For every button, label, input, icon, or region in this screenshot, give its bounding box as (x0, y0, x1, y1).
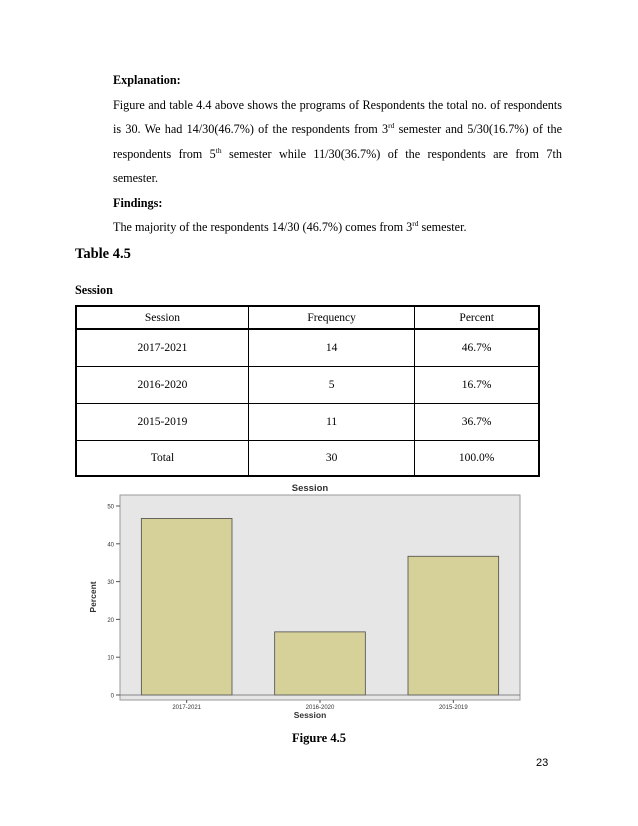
table-cell: 30 (248, 441, 414, 477)
findings-heading: Findings: (113, 195, 163, 210)
table-header-row (76, 306, 539, 329)
table-cell: 2017-2021 (76, 329, 248, 367)
figure-caption: Figure 4.5 (292, 731, 346, 745)
x-tick-label: 2016-2020 (305, 705, 335, 711)
column-header: Session (76, 306, 248, 329)
session-table (75, 305, 540, 477)
ordinal-sup: rd (412, 218, 419, 228)
column-header: Percent (415, 306, 539, 329)
explanation-text-2: semester and 5/30(16.7%) of the respondents from 5 (113, 122, 563, 161)
table-cell: 14 (248, 329, 414, 367)
table-title: Table 4.5 (75, 246, 131, 262)
explanation-text-3: semester while 11/30(36.7%) of the respondents are from 7th semester. (113, 146, 562, 185)
ordinal-sup: rd (388, 120, 395, 130)
table-cell: 11 (248, 404, 414, 441)
y-tick-label: 30 (107, 580, 114, 587)
table-row-total (76, 441, 539, 477)
explanation-heading: Explanation: (113, 73, 181, 87)
findings-paragraph (113, 215, 562, 240)
table-cell: 16.7% (415, 367, 539, 404)
table-cell: 2016-2020 (76, 367, 248, 404)
table-cell: 46.7% (415, 329, 539, 367)
ordinal-sup: th (215, 145, 222, 155)
bar (275, 632, 366, 695)
table-row (76, 367, 539, 404)
bar (141, 518, 232, 695)
findings-text-2: semester. (418, 220, 467, 234)
chart-title: Session (291, 483, 329, 494)
x-tick-label: 2017-2021 (172, 705, 202, 711)
bar (408, 556, 499, 695)
x-tick-label: 2015-2019 (438, 705, 468, 711)
x-axis-label: Session (293, 710, 327, 720)
table-cell: 100.0% (415, 441, 539, 477)
table-subtitle: Session (75, 283, 113, 297)
explanation-section (113, 68, 562, 240)
column-header: Frequency (248, 306, 414, 329)
y-axis-label: Percent (88, 581, 98, 613)
session-bar-chart (82, 478, 552, 723)
y-tick-label: 0 (110, 693, 114, 700)
table-row (76, 329, 539, 367)
y-tick-label: 50 (107, 504, 114, 511)
y-tick-label: 10 (107, 655, 114, 662)
table-row (76, 404, 539, 441)
page-number: 23 (536, 757, 549, 769)
y-tick-label: 20 (107, 617, 114, 624)
explanation-text-1: Figure and table 4.4 above shows the programs of Respondents the total no. of respondents is 30. We had 14/30(46.7%) of the respondents from 3 (113, 97, 562, 136)
table-cell: 5 (248, 367, 414, 404)
y-tick-label: 40 (107, 542, 114, 549)
table-cell: Total (76, 441, 248, 477)
table-cell: 2015-2019 (76, 404, 248, 441)
findings-text-1: The majority of the respondents 14/30 (46.7%) comes from 3 (113, 220, 413, 234)
explanation-paragraph (113, 93, 562, 191)
table-cell: 36.7% (415, 404, 539, 441)
